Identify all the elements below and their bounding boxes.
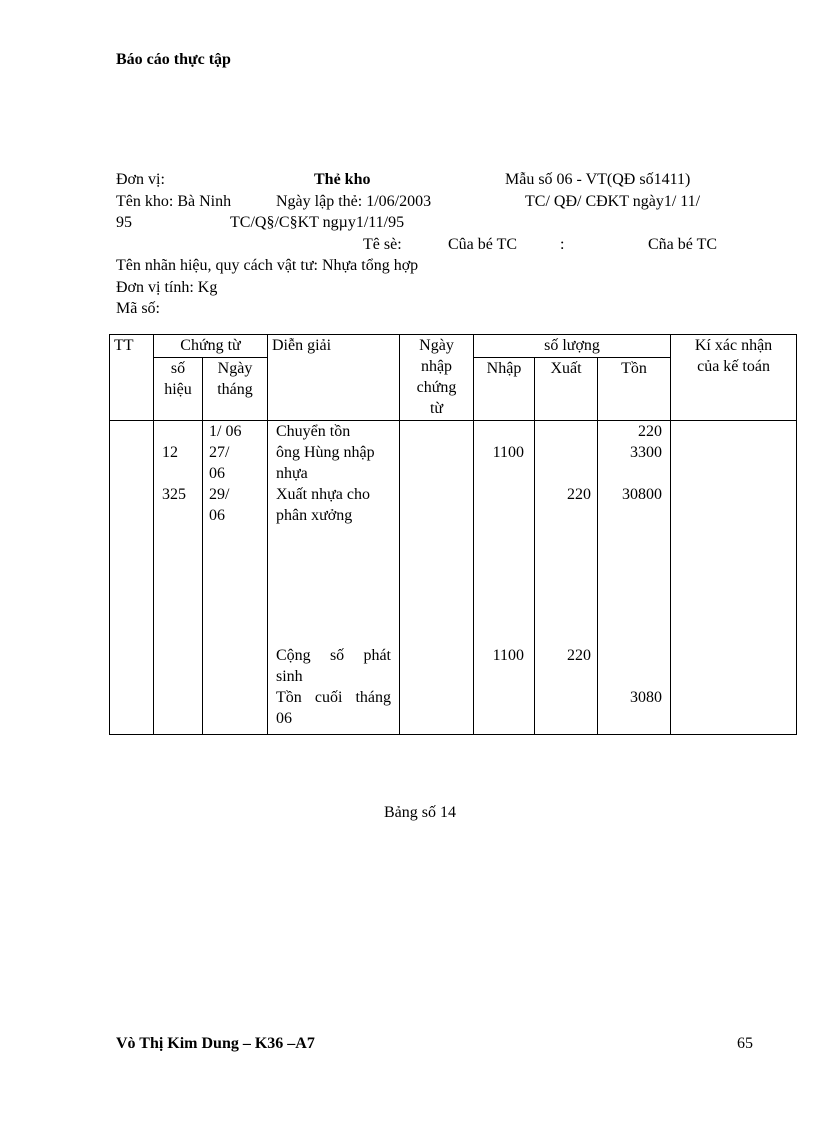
header-so-hieu-line: hiệu: [164, 381, 192, 398]
summary-closing-label: Tồn cuối tháng: [276, 689, 391, 706]
header-ngay-nhap-line: từ: [429, 400, 444, 417]
ngay-thang-line: 27/: [209, 444, 230, 461]
decision-ref-encoded: TC/Q§/C§KT ngµy1/11/95: [230, 214, 405, 231]
summary-closing-label-cont: 06: [276, 710, 292, 727]
blank-space: [478, 526, 524, 645]
decision-ref-year: 95: [116, 214, 132, 231]
dien-giai-line: Chuyển tồn: [276, 423, 351, 440]
header-dien-giai: Diễn giải: [268, 335, 400, 421]
summary-total-label-cont: sinh: [276, 668, 303, 685]
colon-separator: :: [560, 236, 565, 253]
page-number: 65: [737, 1035, 753, 1052]
header-so-hieu-line: số: [170, 360, 186, 377]
dien-giai-line: phân xưởng: [276, 507, 353, 524]
so-hieu-line: [162, 421, 198, 442]
summary-nhap: 1100: [492, 647, 524, 664]
header-tt: TT: [110, 335, 154, 421]
empty-line: [478, 505, 524, 526]
xuat-line: [539, 442, 591, 463]
card-title: Thẻ kho: [314, 171, 371, 188]
table-body-row: [110, 421, 797, 735]
header-ngay-nhap-line: nhập: [420, 358, 453, 375]
header-ton: Tồn: [598, 358, 671, 421]
ministry-label-2: Cña bé TC: [648, 236, 718, 253]
ton-line: [602, 463, 662, 484]
header-ki-xac-nhan-line: Kí xác nhận: [694, 337, 773, 354]
dien-giai-line: nhựa: [276, 465, 308, 482]
form-number: Mẫu số 06 - VT(QĐ số1411): [505, 171, 691, 188]
header-ki-xac-nhan: [671, 335, 797, 421]
cell-ngay-thang: [203, 421, 268, 735]
xuat-line: [539, 463, 591, 484]
summary-xuat: 220: [567, 647, 591, 664]
cell-ton: [598, 421, 671, 735]
empty-line: [539, 505, 591, 526]
ngay-thang-line: 29/: [209, 486, 230, 503]
cell-ngay-nhap: [400, 421, 474, 735]
header-ngay-thang-line: Ngày: [217, 360, 253, 377]
header-chung-tu: Chứng từ: [154, 335, 268, 358]
header-so-hieu: [154, 358, 203, 421]
card-date: Ngày lập thẻ: 1/06/2003: [276, 193, 432, 210]
ngay-thang-line: 1/ 06: [209, 423, 242, 440]
cell-dien-giai: [268, 421, 400, 735]
stock-card-table: [109, 334, 797, 735]
table-caption: Bảng số 14: [384, 804, 456, 821]
blank-space: [602, 526, 662, 645]
so-hieu-line: 12: [162, 444, 178, 461]
cell-tt: [110, 421, 154, 735]
nhap-line: 1100: [492, 444, 524, 461]
so-hieu-line: [162, 463, 198, 484]
cell-so-hieu: [154, 421, 203, 735]
ton-line: 220: [638, 423, 663, 440]
header-row-1: [110, 335, 797, 358]
empty-line: [478, 463, 524, 484]
cell-nhap: [474, 421, 535, 735]
unit-label: Đơn vị:: [116, 171, 165, 188]
material-spec: Tên nhãn hiệu, quy cách vật tư: Nhựa tổng hợp: [116, 257, 419, 274]
unit-of-measure: Đơn vị tính: Kg: [116, 279, 218, 296]
item-code: Mã số:: [116, 300, 160, 317]
cell-ki-xac-nhan: [671, 421, 797, 735]
summary-total-label: Cộng số phát: [276, 647, 391, 664]
header-so-luong: số lượng: [474, 335, 671, 358]
ton-line: 3300: [630, 444, 663, 461]
so-hieu-line: 325: [162, 486, 186, 503]
empty-line: [602, 505, 662, 526]
empty-line: [602, 645, 662, 666]
summary-ton: 3080: [630, 689, 663, 706]
ngay-thang-line: 06: [209, 465, 225, 482]
dien-giai-line: ông Hùng nhập: [276, 444, 375, 461]
header-ngay-thang-line: tháng: [217, 381, 253, 398]
footer-author: Vò Thị Kim Dung – K36 –A7: [116, 1035, 315, 1052]
ton-line: 30800: [622, 486, 663, 503]
header-ngay-nhap: [400, 335, 474, 421]
header-ngay-thang: [203, 358, 268, 421]
blank-space: [539, 526, 591, 645]
header-ngay-nhap-line: chứng: [416, 379, 457, 396]
report-title: Báo cáo thực tập: [116, 51, 231, 68]
blank-space: [276, 526, 391, 645]
warehouse-name: Tên kho: Bà Ninh: [116, 193, 232, 210]
empty-line: [602, 666, 662, 687]
nhap-line: [478, 421, 524, 442]
dien-giai-line: Xuất nhựa cho: [276, 486, 370, 503]
sheet-number-label: Tê sè:: [363, 236, 402, 253]
header-nhap: Nhập: [474, 358, 535, 421]
ministry-label: Cûa bé TC: [448, 236, 518, 253]
ngay-thang-line: 06: [209, 507, 225, 524]
decision-ref: TC/ QĐ/ CĐKT ngày1/ 11/: [525, 193, 701, 210]
empty-line: [478, 484, 524, 505]
xuat-line: 220: [567, 486, 591, 503]
xuat-line: [539, 421, 591, 442]
header-ki-xac-nhan-line: của kế toán: [697, 358, 770, 375]
header-ngay-nhap-line: Ngày: [419, 337, 454, 354]
header-xuat: Xuất: [535, 358, 598, 421]
cell-xuat: [535, 421, 598, 735]
